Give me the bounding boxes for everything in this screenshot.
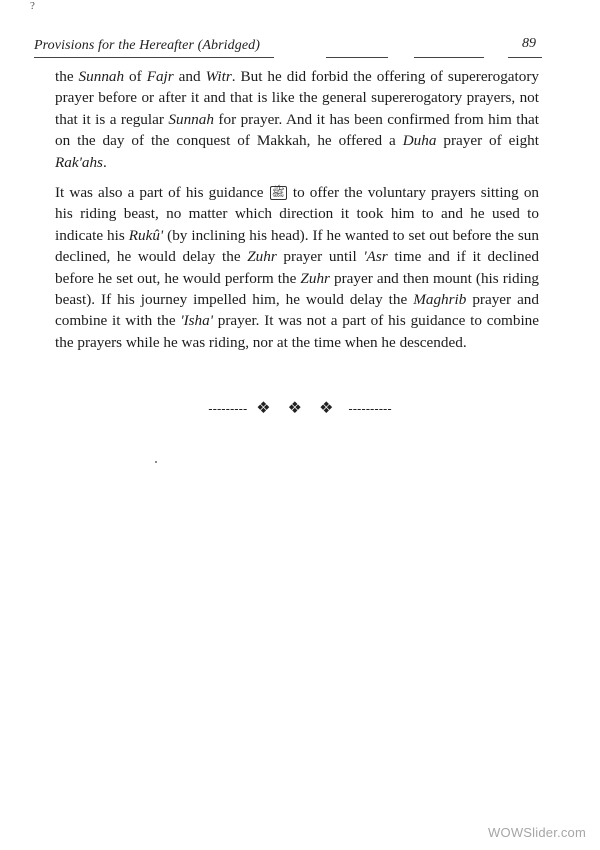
divider-dashes-left: ---------: [208, 402, 248, 416]
text-run: .: [102, 153, 107, 171]
text-run: and: [173, 68, 206, 85]
text-run: (by inclining his head). If he wanted to set out before the sun declined, he would delay the: [55, 226, 539, 266]
text-run: for prayer. And it has been confirmed from him that on the day of the conquest of Makkah, he offered a: [55, 110, 539, 150]
text-run: the: [55, 68, 79, 85]
italic-term: 'Isha': [180, 312, 213, 330]
text-run: to offer the voluntary prayers sitting on his riding beast, no matter which direction it took him to and he used to indicate his: [55, 184, 540, 244]
running-head: [34, 34, 542, 60]
corner-mark: ?: [30, 0, 35, 12]
honorific-icon: ﷺ: [271, 187, 285, 200]
text-run: time and if it declined before he set out, he would perform the: [55, 248, 539, 287]
italic-term: Zuhr: [247, 248, 277, 266]
stray-dot: [155, 461, 157, 463]
header-rule: [326, 57, 388, 58]
italic-term: Witr: [205, 68, 232, 85]
text-run: of: [124, 68, 147, 85]
page-number: 89: [522, 36, 536, 51]
text-run: prayer and then mount (his riding beast). If his journey impelled him, he would delay the: [55, 269, 540, 309]
divider-dashes-right: ----------: [348, 402, 392, 416]
italic-term: Maghrib: [413, 291, 467, 309]
running-title: Provisions for the Hereafter (Abridged): [34, 38, 261, 53]
divider-ornament-icon: ❖ ❖ ❖: [256, 398, 340, 417]
italic-term: Sunnah: [78, 68, 125, 85]
text-run: prayer. It was not a part of his guidance to combine the prayers while he was riding, nor at the time when he descended.: [55, 312, 540, 351]
italic-term: Rukû': [128, 226, 164, 244]
paragraph: [55, 66, 539, 173]
text-run: . But he did forbid the offering of supererogatory prayer before or after it and that is like the general supererogatory prayers, not that it is a regular: [55, 68, 540, 128]
text-run: prayer until: [276, 248, 364, 266]
italic-term: Sunnah: [168, 110, 214, 128]
italic-term: Fajr: [146, 68, 174, 85]
italic-term: 'Asr: [363, 248, 388, 266]
section-divider: [0, 398, 600, 417]
header-rule: [34, 57, 274, 58]
body-text: [55, 66, 539, 353]
italic-term: Zuhr: [300, 269, 330, 287]
header-rule: [414, 57, 484, 58]
watermark: WOWSlider.com: [488, 825, 586, 840]
paragraph: [55, 182, 539, 353]
text-run: It was also a part of his guidance: [55, 184, 269, 202]
text-run: prayer and combine it with the: [55, 291, 539, 330]
italic-term: Duha: [402, 132, 437, 150]
italic-term: Rak'ahs: [55, 153, 103, 171]
header-rule: [508, 57, 542, 58]
text-run: prayer of eight: [436, 132, 539, 150]
